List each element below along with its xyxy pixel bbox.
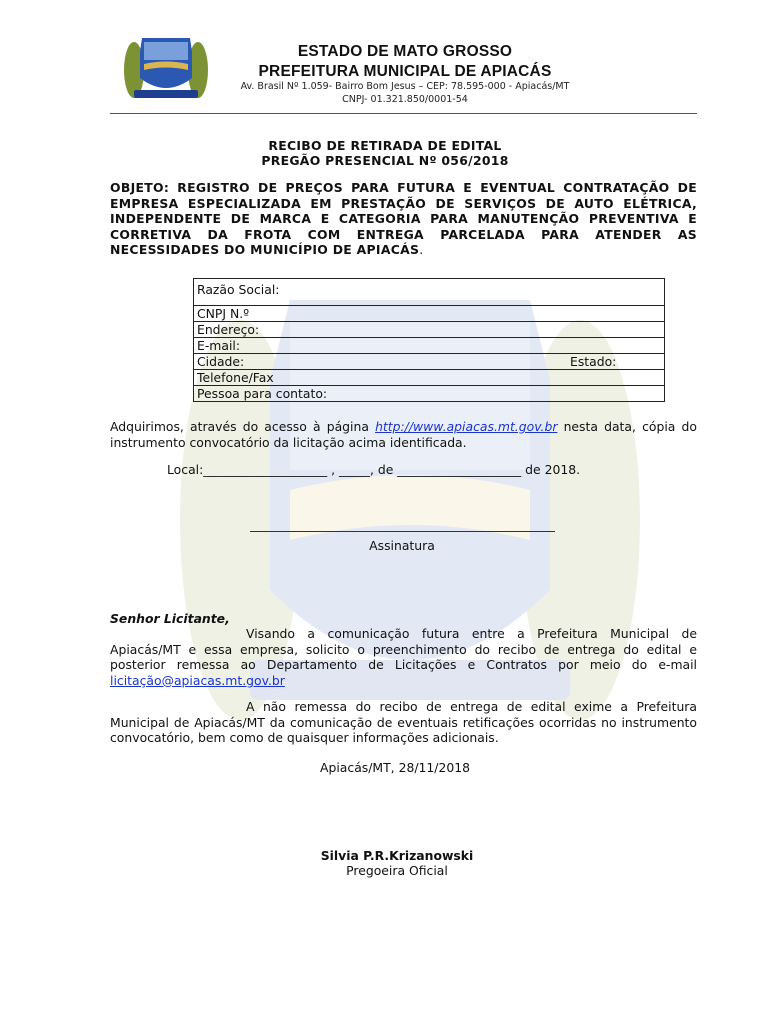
cnpj-label: CNPJ N.º [197,306,250,321]
signatory-role: Pregoeira Oficial [346,863,448,878]
objeto-end: . [419,242,424,258]
document-subtitle: PREGÃO PRESENCIAL Nº 056/2018 [261,153,509,168]
acquisition-paragraph [110,419,697,450]
acquisition-after: nesta data, cópia do instrumento convocatório da licitação acima identificada. [110,419,697,450]
email-label: E-mail: [197,338,241,353]
senhor-p1-text: Visando a comunicação futura entre a Prefeitura Municipal de Apiacás/MT e essa empresa, solicito o preenchimento do recibo de entrega do edital e posterior remessa ao Departamento de Licitações e Contratos por meio do e-mail [110,626,697,673]
contato-label: Pessoa para contato: [197,386,328,401]
form-row-telefone[interactable] [194,370,664,386]
header-divider [110,113,697,114]
objeto-text: OBJETO: REGISTRO DE PREÇOS PARA FUTURA E EVENTUAL CONTRATAÇÃO DE EMPRESA ESPECIALIZADA EM PRESTAÇÃO DE SERVIÇOS DE AUTO ELÉTRICA, INDEPENDENTE DE MARCA E CATEGORIA PARA MANUTENÇÃO PREVENTIVA E CORRETIVA DA FROTA COM ENTREGA PARCELADA PARA ATENDER AS NECESSIDADES DO MUNICÍPIO DE APIACÁS [110,180,697,258]
website-link[interactable]: http://www.apiacas.mt.gov.br [375,419,558,434]
endereco-label: Endereço: [197,322,260,337]
acquisition-before: Adquirimos, através do acesso à página [110,419,376,434]
municipal-crest-icon [120,32,212,102]
form-row-email[interactable] [194,338,664,354]
local-line: Local:____________________ , _____, de ____________________ de 2018. [167,462,581,477]
objeto-paragraph [110,180,697,258]
form-row-endereco[interactable] [194,322,664,338]
senhor-paragraph-2: A não remessa do recibo de entrega de edital exime a Prefeitura Municipal de Apiacás/MT da comunicação de eventuais retificações ocorridas no instrumento convocatório, bem como de quaisquer informações adicionais. [110,699,697,746]
date-line: Apiacás/MT, 28/11/2018 [320,760,470,775]
signatory-name: Silvia P.R.Krizanowski [320,848,474,863]
form-row-cidade[interactable] [194,354,664,370]
header-state: ESTADO DE MATO GROSSO [297,43,513,60]
senhor-greeting: Senhor Licitante, [110,611,230,626]
estado-label: Estado: [570,354,617,369]
header-prefeitura: PREFEITURA MUNICIPAL DE APIACÁS [258,63,552,80]
form-row-razao-social[interactable] [194,279,664,306]
senhor-paragraph-1 [110,626,697,688]
cidade-label: Cidade: [197,354,245,369]
razao-social-label: Razão Social: [197,282,280,297]
signature-line [250,531,555,532]
email-link[interactable]: licitação@apiacas.mt.gov.br [110,672,285,688]
signature-label: Assinatura [369,538,435,553]
header-cnpj: CNPJ- 01.321.850/0001-54 [342,94,468,105]
form-row-cnpj[interactable] [194,306,664,322]
telefone-label: Telefone/Fax [197,370,274,385]
form-row-contato[interactable] [194,386,664,401]
document-title: RECIBO DE RETIRADA DE EDITAL [268,138,502,153]
company-form [193,278,665,402]
header-address: Av. Brasil Nº 1.059- Bairro Bom Jesus – CEP: 78.595-000 - Apiacás/MT [240,81,570,92]
